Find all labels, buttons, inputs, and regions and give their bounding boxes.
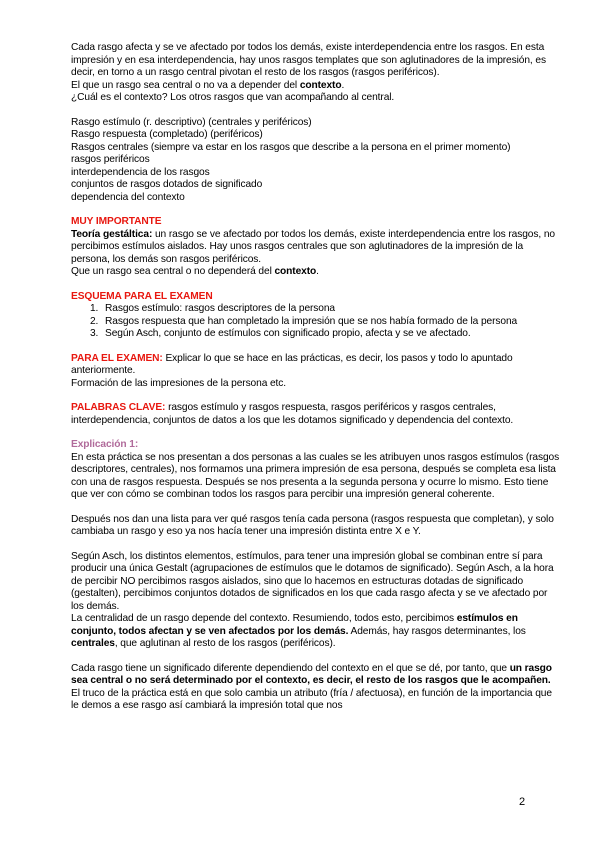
term-item: Rasgo estímulo (r. descriptivo) (centrales y periféricos) [71, 116, 312, 128]
explanation-paragraph: Después nos dan una lista para ver qué rasgos tenía cada persona (rasgos respuesta que completan), y solo cambiaba un rasgo y eso ya nos hacía tener una impresión distinta entre X e Y. [71, 513, 554, 537]
context-question: ¿Cuál es el contexto? Los otros rasgos que van acompañando al central. [71, 92, 395, 103]
exam-heading: PARA EL EXAMEN: [71, 352, 163, 364]
exam-line: Formación de las impresiones de la persona etc. [71, 377, 287, 389]
term-item: rasgos periféricos [71, 154, 150, 165]
context-sentence: El que un rasgo sea central o no va a depender del contexto. [71, 79, 345, 91]
intro-paragraph: Cada rasgo afecta y se ve afectado por todos los demás, existe interdependencia entre los rasgos. En esta impresión y en esa interdependencia, hay unos rasgos templates que son aglutinadores de la impresión, es decir, en torno a un rasgo central pivotan el resto de los rasgos (rasgos periféricos). [71, 42, 546, 78]
term-item: interdependencia de los rasgos [71, 166, 210, 178]
term-item: conjuntos de rasgos dotados de significado [71, 179, 263, 190]
context-bold: contexto [299, 79, 342, 91]
gestalt-theory: Teoría gestáltica: un rasgo se ve afectado por todos los demás, existe interdependencia entre los rasgos, no percibimos estímulos aislados. Hay unos rasgos centrales que son aglutinadores de la impresión de la persona, los demás son rasgos periféricos. [71, 228, 555, 265]
explanation-heading: Explicación 1: [71, 439, 139, 450]
keywords-paragraph: PALABRAS CLAVE: rasgos estímulo y rasgos respuesta, rasgos periféricos y rasgos centrales, interdependencia, conjuntos de datos a los que les dotamos significado y dependencia del contexto. [71, 402, 514, 426]
scheme-item: 1. Rasgos estímulo: rasgos descriptores de la persona [101, 303, 561, 316]
scheme-list [71, 303, 561, 341]
explanation-paragraph: Cada rasgo tiene un significado diferente dependiendo del contexto en el que se dé, por tanto, que un rasgo sea central o no será determinado por el contexto, es decir, el resto de los rasgos que le acompañen. El truco de la práctica está en que solo cambia un atributo (fría / afectuosa), en función de la importancia que le demos a ese rasgo así cambiará la impresión total que nos [71, 662, 552, 711]
term-item: Rasgo respuesta (completado) (periféricos) [71, 129, 263, 140]
important-heading: MUY IMPORTANTE [71, 216, 162, 227]
scheme-heading: ESQUEMA PARA EL EXAMEN [71, 290, 213, 302]
explanation-paragraph: Según Asch, los distintos elementos, estímulos, para tener una impresión global se combinan entre sí para producir una única Gestalt (agrupaciones de estímulos que le dotamos de significado). Según Asch, a la hora de percibir NO percibimos rasgos aislados, sino que lo hacemos en estructuras dotadas de significado (gestalten), percibimos conjuntos dotados de significados en los que cada rasgo afecta y se ve afectado por los demás. [71, 550, 554, 612]
document-page [71, 42, 561, 713]
scheme-item: 2. Rasgos respuesta que han completado la impresión que se nos había formado de la persona [101, 316, 561, 329]
exam-paragraph: PARA EL EXAMEN: Explicar lo que se hace en las prácticas, es decir, los pasos y todo lo apuntado anteriormente. [71, 352, 513, 376]
term-item: dependencia del contexto [71, 191, 185, 203]
term-item: Rasgos centrales (siempre va estar en los rasgos que describe a la persona en el primer momento) [71, 141, 511, 153]
central-context-sentence: Que un rasgo sea central o no dependerá del contexto. [71, 266, 319, 277]
explanation-paragraph: La centralidad de un rasgo depende del contexto. Resumiendo, todos esto, percibimos estímulos en conjunto, todos afectan y se ven afectados por los demás. Además, hay rasgos determinantes, los centrales, que aglutinan al resto de los rasgos (periféricos). [71, 613, 526, 649]
keywords-heading: PALABRAS CLAVE: [71, 402, 166, 413]
explanation-paragraph: En esta práctica se nos presentan a dos personas a las cuales se les atribuyen unos rasgos estímulos (rasgos descriptores, centrales), nos formamos una primera impresión de esa persona, después se completa esa lista con una de rasgos respuesta. Después se nos presenta a la segunda persona y ocurre lo mismo. Esto tiene que ver con cómo se combinan todos los rasgos para percibir una impresión general coherente. [71, 451, 560, 500]
page-number: 2 [519, 796, 526, 808]
scheme-item: 3. Según Asch, conjunto de estímulos con significado propio, afecta y se ve afectado. [101, 328, 561, 341]
terms-list [71, 117, 561, 205]
